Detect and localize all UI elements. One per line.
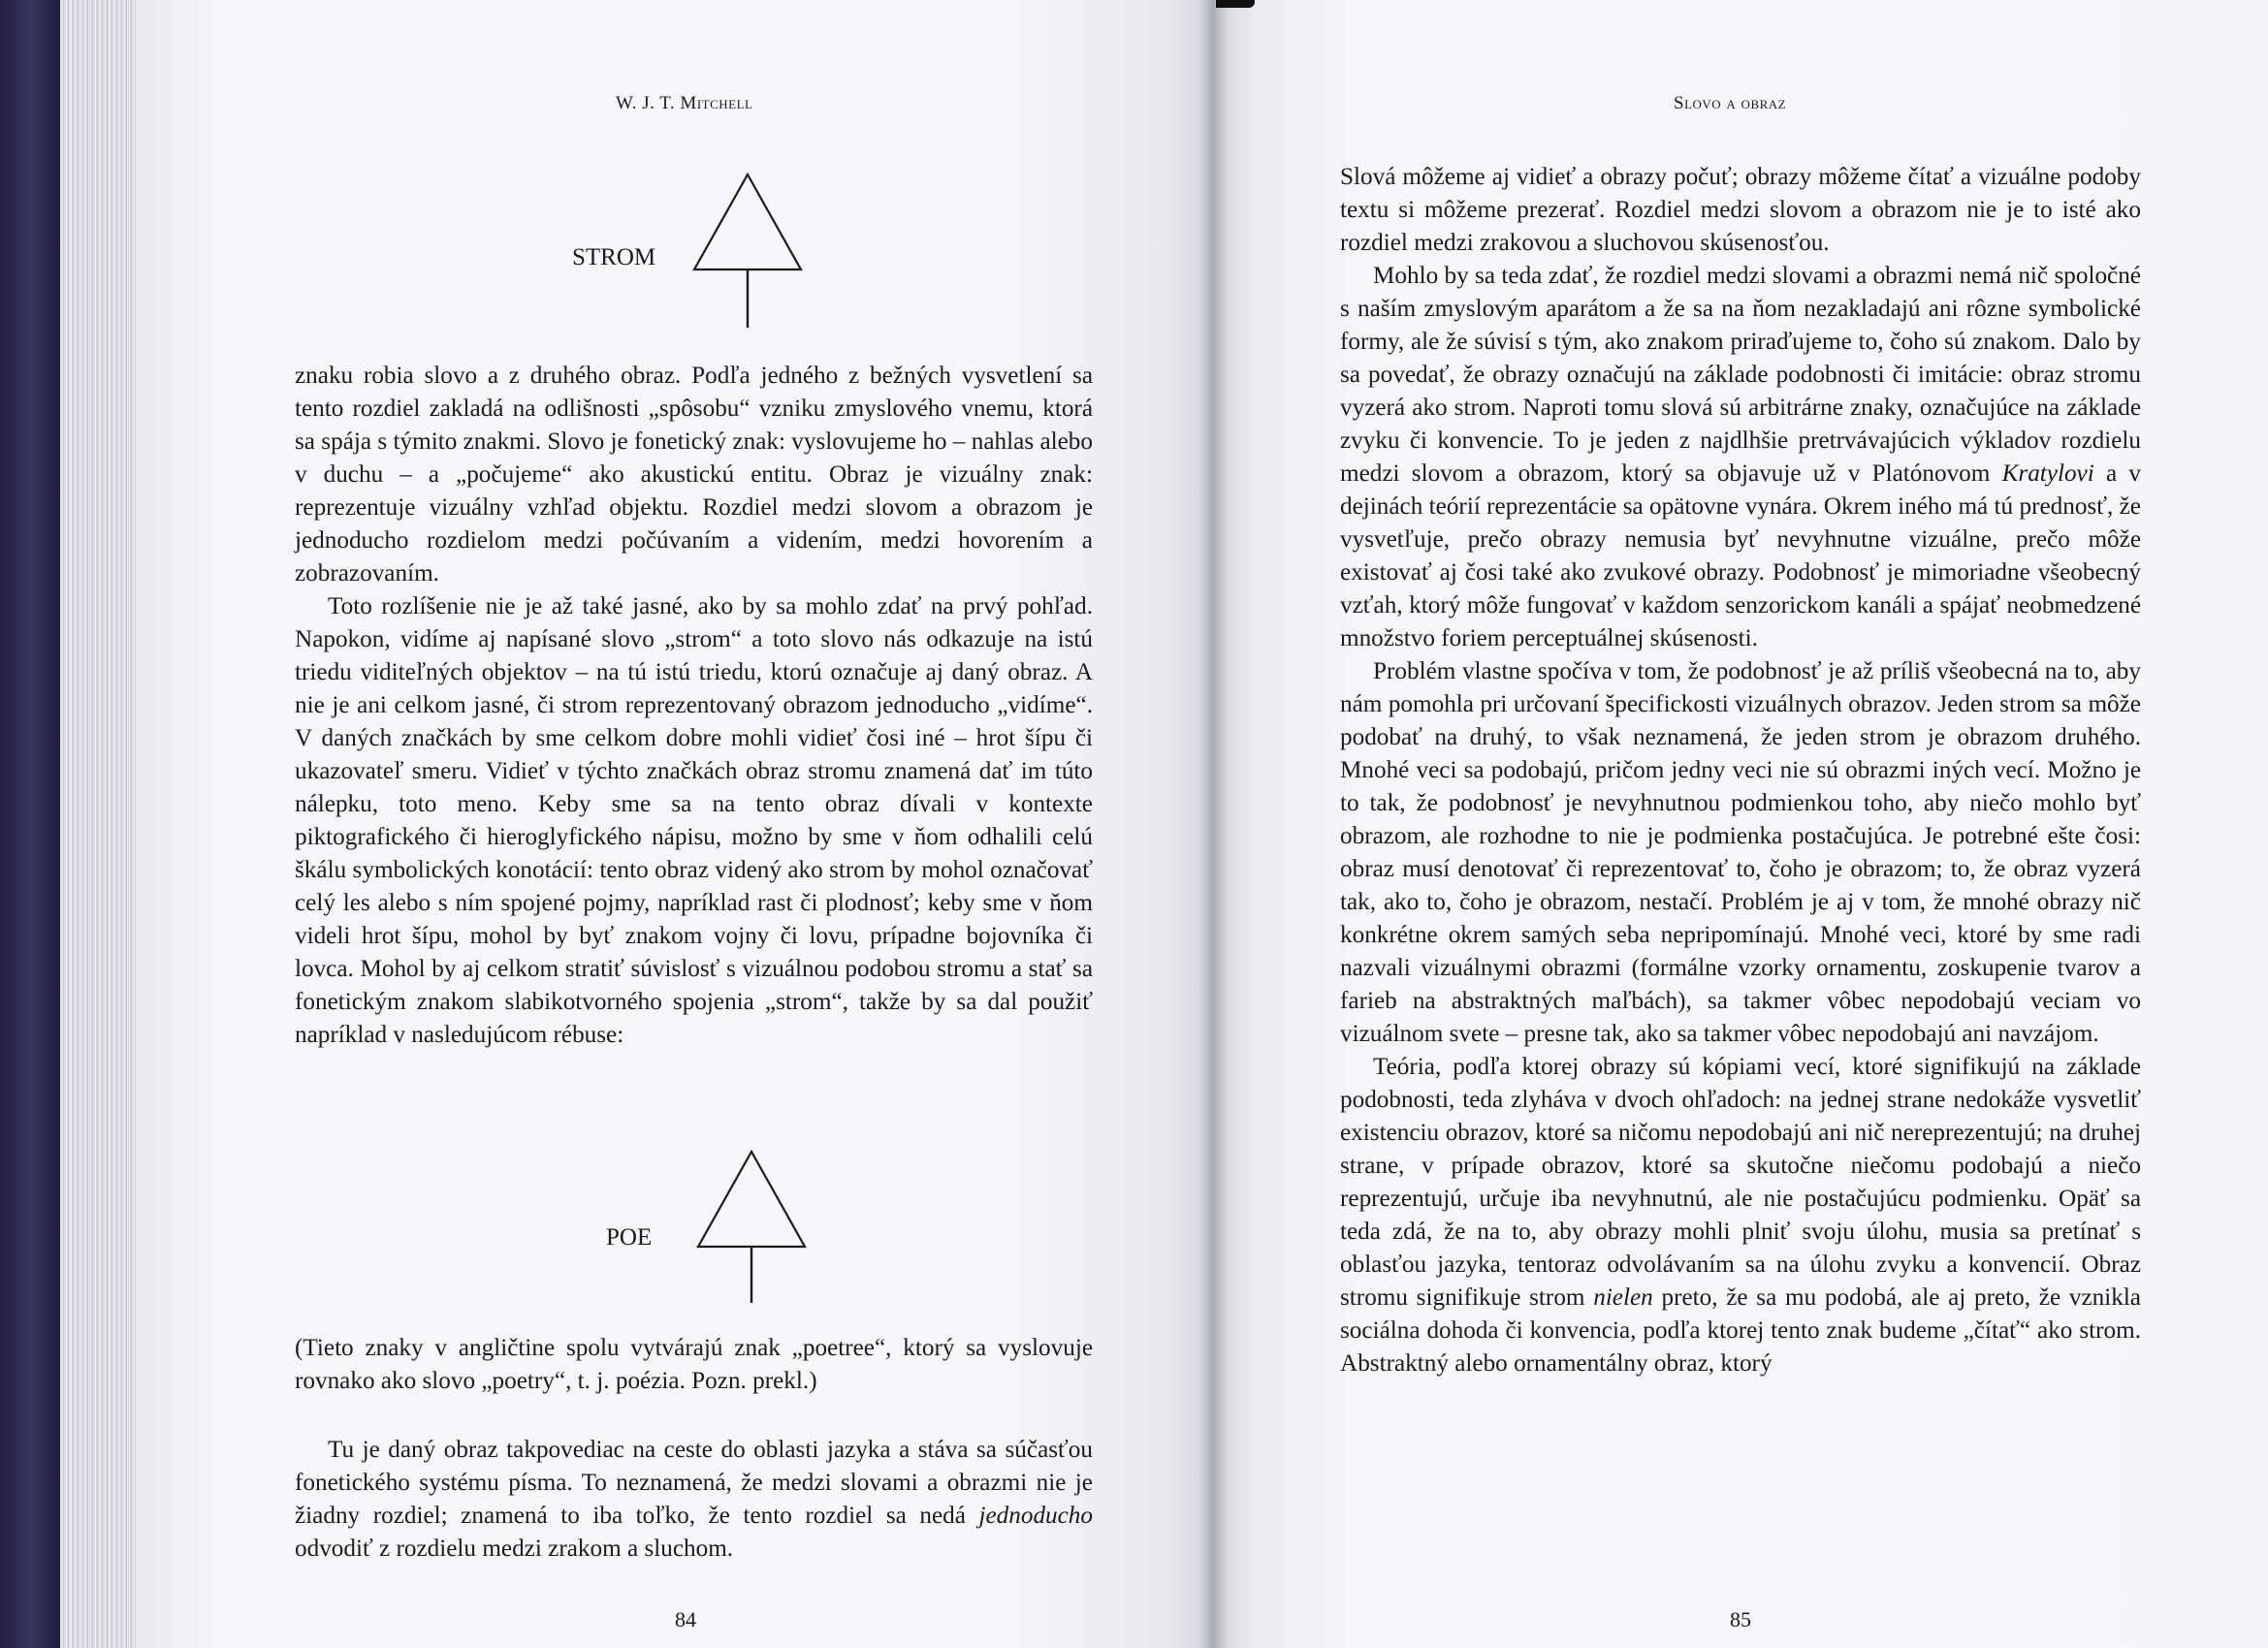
left-page-number: 84: [675, 1607, 696, 1632]
text-run: Teória, podľa ktorej obrazy sú kópiami vecí, ktoré signifikujú na základe podobnosti, teda zlyháva v dvoch ohľadoch: na jednej strane nedokáže vysvetliť existenciu obrazov, ktoré sa ničomu nepodobajú ani nič nereprezentujú; na druhej strane, v prípade obrazov, ktoré sa skutočne niečomu podobajú a niečo reprezentujú, určuje iba nevyhnutnú, ale nie postačujúcu podmienku. Opäť sa teda zdá, že na to, aby obrazy mohli plniť svoju úlohu, musia sa pretínať s oblasťou jazyka, tentoraz odvolávaním sa na úlohu zvyku a konvencií. Obraz stromu signifikuje strom: [1340, 1054, 2141, 1311]
text-run: preto, že sa mu podobá, ale aj preto, že vznikla sociálna dohoda či konvencia, podľa ktorej tento znak budeme „čítať“ ako strom. Abstraktný alebo ornamentálny obraz, ktorý: [1340, 1284, 2141, 1377]
right-page-number: 85: [1730, 1607, 1751, 1632]
figure-label-strom: STROM: [572, 244, 656, 270]
emphasis: nielen: [1593, 1284, 1653, 1311]
corner-tab: [1216, 0, 1255, 8]
paragraph: Toto rozlíšenie nie je až také jasné, ako by sa mohlo zdať na prvý pohľad. Napokon, vidíme aj napísané slovo „strom“ a toto slovo nás odkazuje na istú triedu viditeľných objektov – na tú istú triedu, ktorú označuje aj daný obraz. A nie je ani celkom jasné, či strom reprezentovaný obrazom jednoducho „vidíme“. V daných značkách by sme celkom dobre mohli vidieť čosi iné – hrot šípu či ukazovateľ smeru. Vidieť v týchto značkách obraz stromu znamená dať im túto nálepku, toto meno. Keby sme sa na tento obraz dívali v kontexte piktografického či hieroglyfického nápisu, možno by sme v ňom odhalili celú škálu symbolických konotácií: tento obraz videný ako strom by mohol označovať celý les alebo s ním spojené pojmy, napríklad rast či plodnosť; keby sme v ňom videli hrot šípu, mohol by byť znakom vojny či lovu, prípadne bojovníka či lovca. Mohol by aj celkom stratiť súvislosť s vizuálnou podobou stromu a stať sa fonetickým znakom slabikotvorného spojenia „strom“, takže by sa dal použiť napríklad v nasledujúcom rébuse:: [295, 593, 1093, 1048]
paragraph: Problém vlastne spočíva v tom, že podobnosť je až príliš všeobecná na to, aby nám pomohla pri určovaní špecifickosti vizuálnych obrazov. Jeden strom sa môže podobať na druhý, to však neznamená, že jeden strom je obrazom druhého. Mnohé veci sa podobajú, pričom jedny veci nie sú obrazmi iných vecí. Možno je to tak, že podobnosť je nevyhnutnou podmienkou toho, aby niečo mohlo byť obrazom, ale rozhodne to nie je podmienka postačujúca. Je potrebné ešte čosi: obraz musí denotovať či reprezentovať to, čoho je obrazom; to, že obraz vyzerá tak, ako to, čoho je obrazom, nestačí. Problém je aj v tom, že mnohé obrazy nič konkrétne okrem samých seba nepripomínajú. Mnohé veci, ktoré by sme radi nazvali vizuálnymi obrazmi (formálne vzorky ornamentu, zoskupenie tvarov a farieb na abstraktných maľbách), sa takmer vôbec nepodobajú veciam vo vizuálnom svete – presne tak, ako sa takmer vôbec nepodobajú ani navzájom.: [1340, 658, 2141, 1047]
tree-triangle-figure-bottom: [694, 1150, 809, 1305]
text-run: odvodiť z rozdielu medzi zrakom a sluchom.: [295, 1536, 734, 1562]
tree-triangle-figure-top: [690, 173, 805, 330]
scanner-edge: [0, 0, 68, 1648]
text-run: Tu je daný obraz takpovediac na ceste do oblasti jazyka a stáva sa súčasťou fonetického systému písma. To neznamená, že medzi slovami a obrazmi nie je žiadny rozdiel; znamená to iba toľko, že tento rozdiel sa nedá: [295, 1437, 1093, 1529]
paragraph: znaku robia slovo a z druhého obraz. Podľa jedného z bežných vysvetlení sa tento rozdiel zakladá na odlišnosti „spôsobu“ vzniku zmyslového vnemu, ktorá sa spája s týmito znakmi. Slovo je fonetický znak: vyslovujeme ho – nahlas alebo v duchu – a „počujeme“ ako akustickú entitu. Obraz je vizuálny znak: reprezentuje vizuálny vzhľad objektu. Rozdiel medzi slovom a obrazom je jednoducho rozdielom medzi počúvaním a videním, medzi hovorením a zobrazovaním.: [295, 363, 1093, 586]
note-text: (Tieto znaky v angličtine spolu vytvárajú znak „poetree“, ktorý sa vyslovuje rovnako ako slovo „poetry“, t. j. poézia. Pozn. prekl.): [295, 1335, 1093, 1394]
text-run: Mohlo by sa teda zdať, že rozdiel medzi slovami a obrazmi nemá nič spoločné s naším zmyslovým aparátom a že sa na ňom nezakladajú ani rôzne symbolické formy, ale že súvisí s tým, ako znakom priraďujeme to, čoho sú znakom. Dalo by sa povedať, že obrazy označujú na základe podobnosti či imitácie: obraz stromu vyzerá ako strom. Naproti tomu slová sú arbitrárne znaky, označujúce na základe zvyku či konvencie. To je jeden z najdlhšie pretrvávajúcich výkladov rozdielu medzi slovom a obrazom, ktorý sa objavuje už v Platónovom: [1340, 263, 2141, 487]
paragraph: [1340, 1051, 2141, 1380]
book-gutter: [1198, 0, 1228, 1648]
emphasis: jednoducho: [978, 1503, 1093, 1529]
right-running-header: Slovo a obraz: [1674, 93, 1787, 113]
figure-label-poe: POE: [606, 1224, 653, 1251]
left-body-text: [295, 360, 1093, 1052]
left-running-header: W. J. T. Mitchell: [616, 93, 753, 113]
emphasis: Kratylovi: [2001, 460, 2094, 487]
page-stack-edge: [60, 0, 147, 1648]
paragraph: Slová môžeme aj vidieť a obrazy počuť; obrazy môžeme čítať a vizuálne podoby textu si môžeme prezerať. Rozdiel medzi slovom a obrazom nie je to isté ako rozdiel medzi zrakovou a sluchovou skúsenosťou.: [1340, 164, 2141, 256]
paragraph: [1340, 260, 2141, 655]
text-run: a v dejinách teórií reprezentácie sa opätovne vynára. Okrem iného má tú prednosť, že vysvetľuje, prečo obrazy nemusia byť nevyhnutne vizuálne, prečo môže existovať aj čosi také ako zvukové obrazy. Podobnosť je mimoriadne všeobecný vzťah, ktorý môže fungovať v každom senzorickom kanáli a spájať neobmedzené množstvo foriem perceptuálnej skúsenosti.: [1340, 460, 2141, 651]
left-final-paragraph: [295, 1434, 1093, 1566]
translator-note: [295, 1332, 1093, 1398]
right-body-text: [1340, 161, 2141, 1380]
